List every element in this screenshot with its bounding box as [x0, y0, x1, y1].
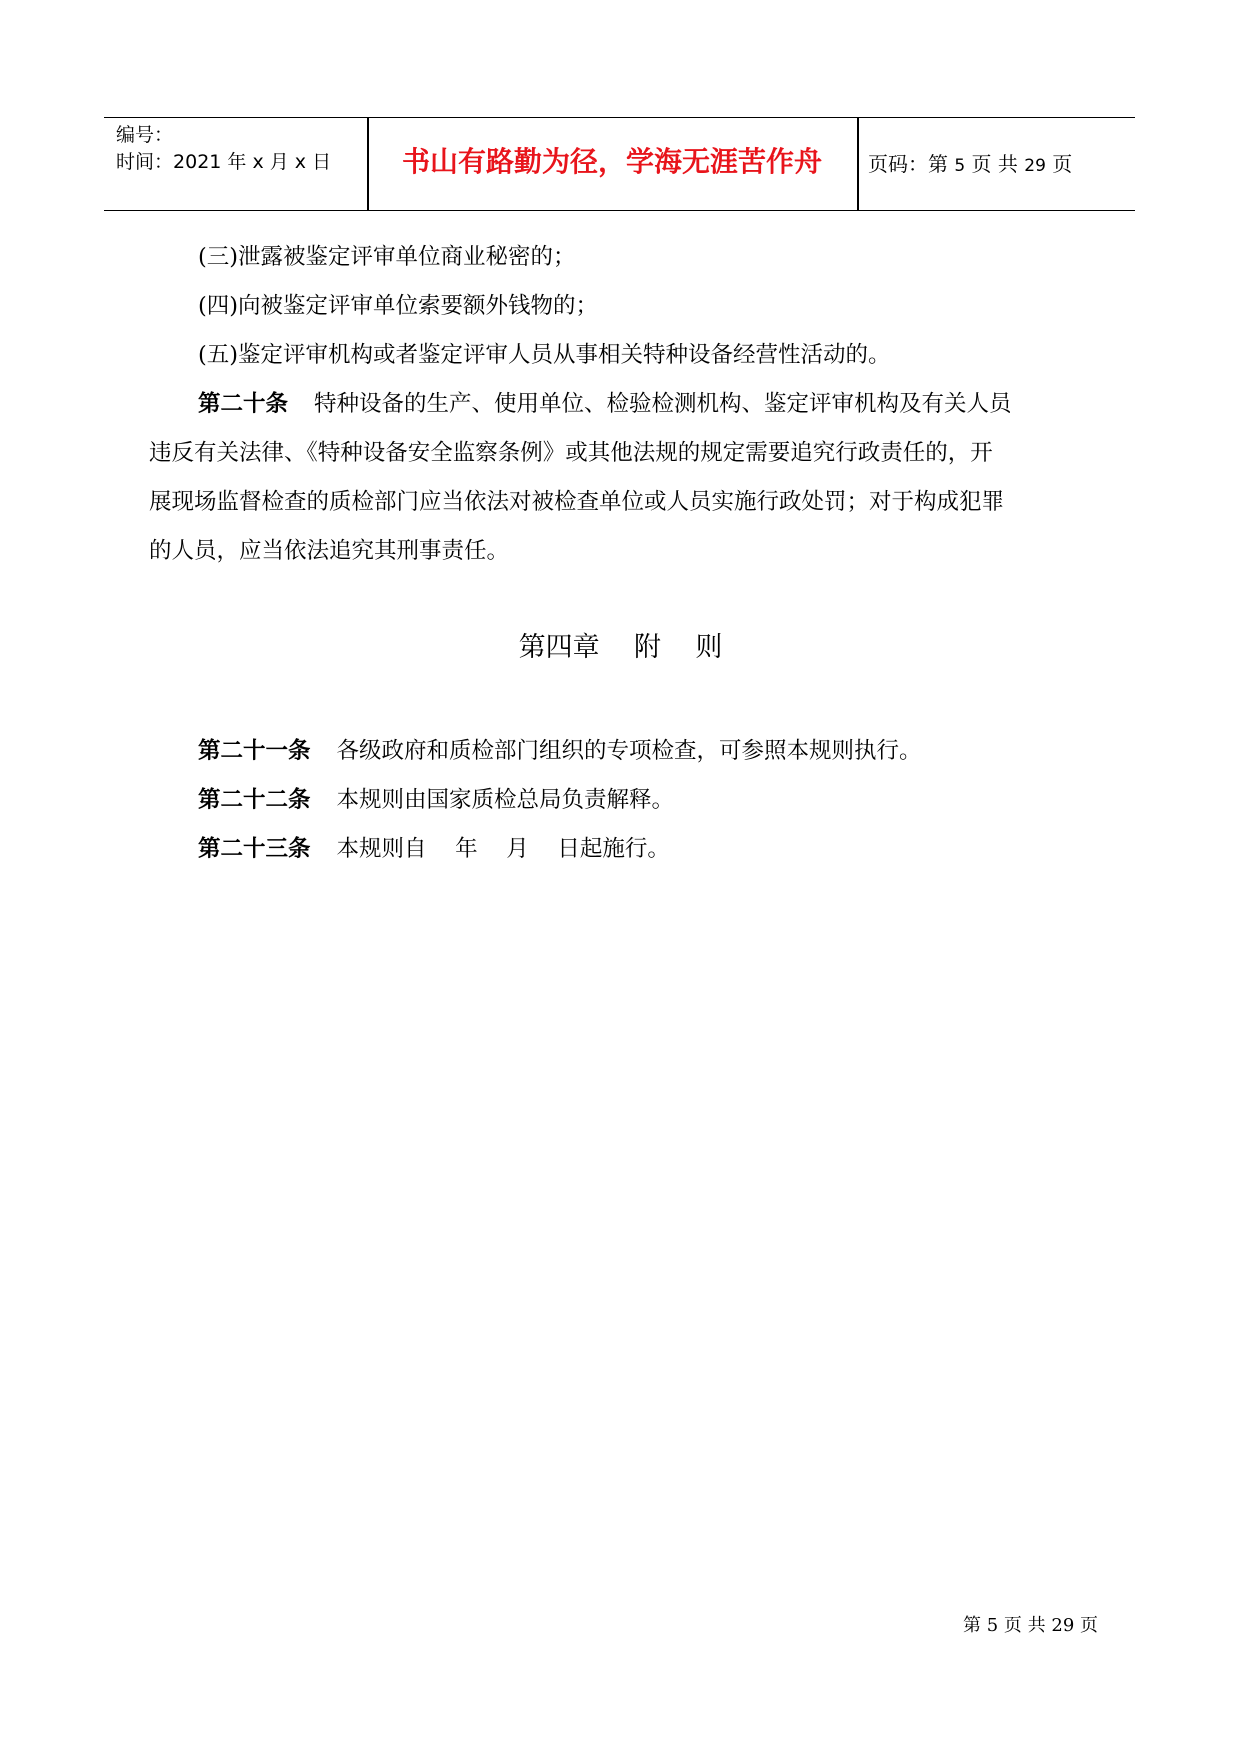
article-20-label: 第二十条: [198, 391, 289, 417]
header-meta: [116, 122, 331, 176]
list-item-3: (三)泄露被鉴定评审单位商业秘密的；: [198, 244, 576, 270]
page-total: 29: [1024, 156, 1046, 176]
time-rest: 年 x 月 x 日: [227, 151, 332, 173]
list-item-4: (四)向被鉴定评审单位索要额外钱物的；: [198, 293, 599, 319]
page-prefix: 页码：第: [868, 152, 948, 176]
article-22-text: 本规则由国家质检总局负责解释。: [336, 787, 675, 813]
article-20-line-2: 违反有关法律、《特种设备安全监察条例》或其他法规的规定需要追究行政责任的，开: [149, 440, 993, 466]
document-header: [104, 117, 1135, 211]
page-suffix: 页: [1052, 152, 1073, 176]
article-23-label: 第二十三条: [198, 836, 311, 862]
article-22: [198, 784, 674, 816]
article-23: [198, 833, 670, 865]
article-21-text: 各级政府和质检部门组织的专项检查，可参照本规则执行。: [336, 738, 922, 764]
time-label: 时间：: [116, 151, 174, 173]
article-23-text: 本规则自 年 月 日起施行。: [336, 836, 670, 862]
article-21: [198, 735, 922, 767]
document-time: [116, 149, 331, 176]
article-20-line-3: 展现场监督检查的质检部门应当依法对被检查单位或人员实施行政处罚；对于构成犯罪: [149, 489, 1005, 515]
header-motto: 书山有路勤为径，学海无涯苦作舟: [401, 145, 822, 178]
article-21-label: 第二十一条: [198, 738, 311, 764]
article-22-label: 第二十二条: [198, 787, 311, 813]
header-page-info: [868, 150, 1072, 180]
document-number-label: 编号：: [116, 124, 174, 146]
chapter-title: 第四章 附 则: [518, 632, 723, 663]
page-mid: 页 共: [971, 152, 1018, 176]
page-current: 5: [954, 156, 966, 176]
article-20-line-1: [198, 388, 1012, 420]
time-year: 2021: [173, 151, 222, 173]
article-20-text-1: 特种设备的生产、使用单位、检验检测机构、鉴定评审机构及有关人员: [314, 391, 1012, 417]
article-20-line-4: 的人员，应当依法追究其刑事责任。: [149, 538, 510, 564]
header-divider-right: [857, 118, 859, 210]
list-item-5: (五)鉴定评审机构或者鉴定评审人员从事相关特种设备经营性活动的。: [198, 342, 891, 368]
page-footer: 第 5 页 共 29 页: [963, 1615, 1098, 1636]
